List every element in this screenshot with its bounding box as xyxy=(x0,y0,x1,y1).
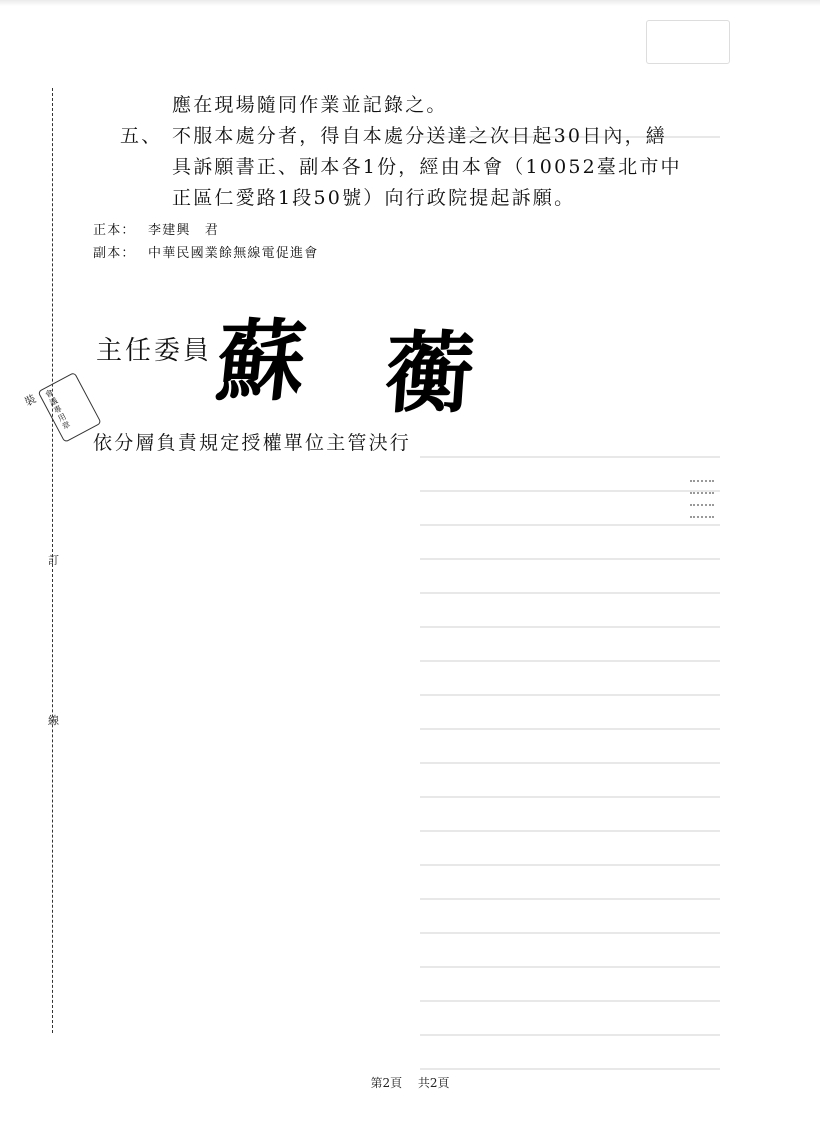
binding-label-ding: 訂 xyxy=(48,554,59,567)
continuation-line: 應在現場隨同作業並記錄之。 xyxy=(172,94,448,116)
copy-recipient: 中華民國業餘無線電促進會 xyxy=(148,246,319,261)
item-five-number: 五、 xyxy=(120,125,163,147)
page-number: 第2頁 xyxy=(370,1076,403,1090)
page-total: 共2頁 xyxy=(417,1076,450,1090)
seal-text: 會議專用章 xyxy=(43,387,73,432)
scan-edge xyxy=(0,0,820,6)
binding-label-zhuang: 裝 xyxy=(22,392,39,409)
signature xyxy=(208,286,478,425)
original-recipient: 李建興 君 xyxy=(148,223,220,238)
copy-recipient-label: 副本： xyxy=(93,246,136,261)
item-five-line-3: 正區仁愛路1段50號）向行政院提起訴願。 xyxy=(172,187,576,209)
item-five-line-1: 不服本處分者，得自本處分送達之次日起30日內，繕 xyxy=(172,125,667,147)
faint-stamp-outline xyxy=(646,20,730,64)
signature-char-2: 蘅 xyxy=(381,321,478,425)
delegation-note: 依分層負責規定授權單位主管決行 xyxy=(93,432,412,454)
item-five-line-2: 具訴願書正、副本各1份，經由本會（10052臺北市中 xyxy=(172,156,682,178)
signature-char-1: 蘇 xyxy=(211,309,311,413)
right-edge-marks xyxy=(690,480,720,620)
binding-label-xian: 線 xyxy=(48,714,59,727)
page-footer xyxy=(0,1074,820,1091)
original-recipient-label: 正本： xyxy=(93,223,136,238)
signatory-title: 主任委員 xyxy=(96,336,213,366)
margin-seal xyxy=(22,375,101,458)
